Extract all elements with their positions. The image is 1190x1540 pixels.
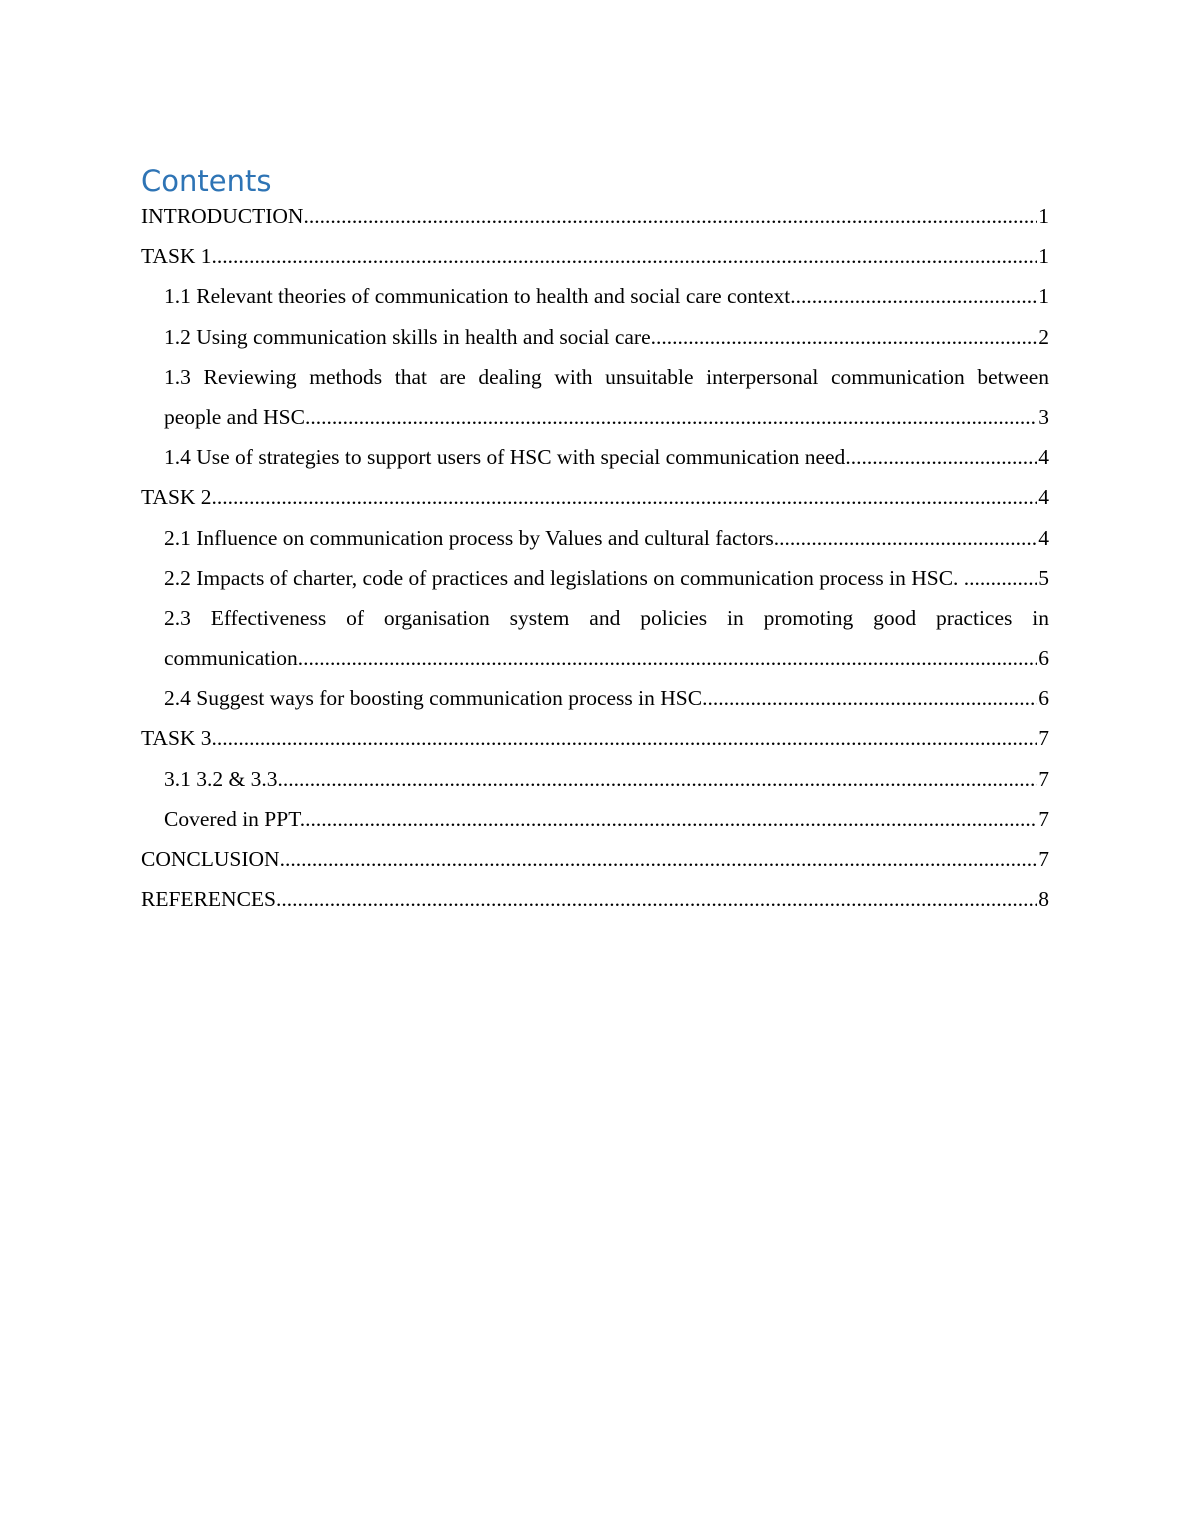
toc-entry-page: 3 (1037, 397, 1049, 437)
toc-entry-1-2[interactable] (164, 317, 1049, 357)
toc-entry-page: 5 (1037, 558, 1049, 598)
toc-entry-title: 2.2 Impacts of charter, code of practices and legislations on communication process in HSC. . (164, 565, 970, 590)
toc-entry-title: 1.2 Using communication skills in health and social care (164, 324, 651, 349)
toc-entry-title: communication (164, 646, 298, 671)
toc-entry-page: 7 (1037, 839, 1049, 879)
toc-entry-title: Covered in PPT (164, 806, 300, 831)
toc-entry-page: 1 (1037, 196, 1049, 236)
toc-entry-page: 7 (1037, 759, 1049, 799)
toc-entry-2-3-line1[interactable] (164, 598, 1049, 638)
toc-entry-title: 3.1 3.2 & 3.3 (164, 766, 278, 791)
toc-entry-title: TASK 3 (141, 726, 212, 751)
toc-entry-page: 7 (1037, 799, 1049, 839)
toc-entry-title: REFERENCES (141, 887, 276, 912)
toc-entry-1-4[interactable] (164, 437, 1049, 477)
toc-entry-task-1[interactable] (141, 236, 1049, 276)
toc-entry-title: 1.4 Use of strategies to support users of HSC with special communication need (164, 445, 846, 470)
toc-entry-page: 1 (1037, 276, 1049, 316)
table-of-contents (141, 196, 1049, 919)
toc-entry-title: people and HSC (164, 404, 305, 429)
toc-heading: Contents (141, 164, 272, 198)
toc-entry-title-line1: 1.3 Reviewing methods that are dealing with unsuitable interpersonal communication between (164, 364, 1049, 389)
toc-entry-page: 8 (1037, 879, 1049, 919)
toc-entry-3-1[interactable] (164, 759, 1049, 799)
toc-entry-1-3-line1[interactable] (164, 357, 1049, 397)
toc-entry-introduction[interactable] (141, 196, 1049, 236)
toc-entry-2-4[interactable] (164, 678, 1049, 718)
toc-entry-page: 2 (1037, 317, 1049, 357)
toc-entry-title: 2.1 Influence on communication process by Values and cultural factors (164, 525, 774, 550)
toc-entry-title-line1: 2.3 Effectiveness of organisation system and policies in promoting good practices in (164, 605, 1049, 630)
toc-entry-1-1[interactable] (164, 276, 1049, 316)
toc-entry-page: 6 (1037, 678, 1049, 718)
toc-entry-task-2[interactable] (141, 477, 1049, 517)
toc-entry-page: 4 (1037, 518, 1049, 558)
toc-entry-2-3[interactable] (164, 638, 1049, 678)
toc-entry-title: TASK 2 (141, 485, 212, 510)
toc-entry-2-1[interactable] (164, 518, 1049, 558)
toc-entry-conclusion[interactable] (141, 839, 1049, 879)
toc-entry-page: 6 (1037, 638, 1049, 678)
toc-entry-page: 4 (1037, 477, 1049, 517)
toc-entry-task-3[interactable] (141, 718, 1049, 758)
toc-entry-1-3[interactable] (164, 397, 1049, 437)
toc-entry-page: 4 (1037, 437, 1049, 477)
toc-entry-page: 1 (1037, 236, 1049, 276)
toc-entry-title: TASK 1 (141, 244, 212, 269)
toc-entry-2-2[interactable] (164, 558, 1049, 598)
toc-entry-page: 7 (1037, 718, 1049, 758)
toc-entry-covered-in-ppt[interactable] (164, 799, 1049, 839)
toc-entry-title: CONCLUSION (141, 847, 280, 871)
toc-entry-title: 1.1 Relevant theories of communication to health and social care context (164, 284, 791, 309)
toc-entry-title: 2.4 Suggest ways for boosting communication process in HSC (164, 686, 703, 711)
toc-entry-title: INTRODUCTION (141, 204, 304, 228)
toc-entry-references[interactable] (141, 879, 1049, 919)
